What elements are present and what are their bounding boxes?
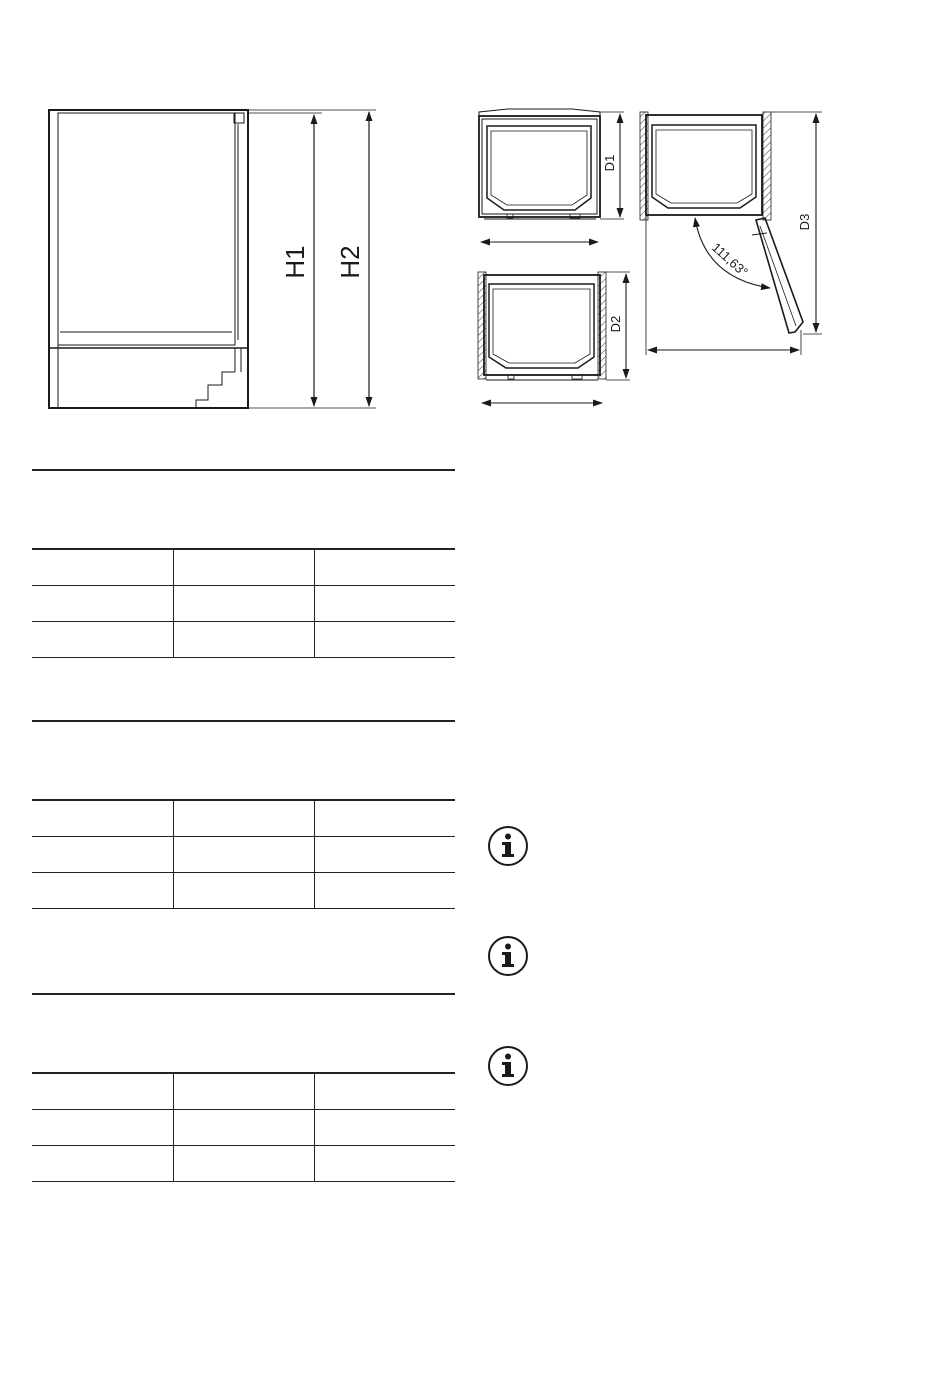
info-icon bbox=[487, 935, 529, 977]
table-cell bbox=[32, 1073, 173, 1109]
table-cell bbox=[32, 872, 173, 908]
table-cell bbox=[173, 549, 314, 585]
spec-table-2 bbox=[32, 799, 455, 909]
table-cell bbox=[173, 872, 314, 908]
table-cell bbox=[314, 1145, 455, 1181]
table-cell bbox=[314, 549, 455, 585]
table-cell bbox=[32, 1109, 173, 1145]
table-cell bbox=[173, 621, 314, 657]
table-cell bbox=[173, 1073, 314, 1109]
table-cell bbox=[314, 872, 455, 908]
table-row bbox=[32, 836, 455, 872]
table-cell bbox=[314, 1073, 455, 1109]
table-cell bbox=[32, 800, 173, 836]
spec-table-3 bbox=[32, 1072, 455, 1182]
section-divider-1 bbox=[32, 469, 455, 471]
table-row bbox=[32, 800, 455, 836]
table-cell bbox=[314, 800, 455, 836]
h1-label: H1 bbox=[280, 245, 310, 279]
table-row bbox=[32, 872, 455, 908]
table-cell bbox=[173, 1145, 314, 1181]
section-divider-2 bbox=[32, 720, 455, 722]
front-view bbox=[49, 110, 376, 408]
h2-label: H2 bbox=[335, 245, 365, 279]
table-cell bbox=[314, 836, 455, 872]
table-cell bbox=[32, 549, 173, 585]
table-row bbox=[32, 1109, 455, 1145]
table-cell bbox=[32, 836, 173, 872]
table-cell bbox=[173, 800, 314, 836]
table-row bbox=[32, 585, 455, 621]
table-cell bbox=[32, 585, 173, 621]
table-cell bbox=[314, 621, 455, 657]
table-row bbox=[32, 549, 455, 585]
top-view-d3 bbox=[640, 112, 822, 355]
table-row bbox=[32, 621, 455, 657]
d1-label: D1 bbox=[602, 154, 617, 172]
d2-label: D2 bbox=[608, 315, 623, 333]
table-cell bbox=[173, 836, 314, 872]
table-cell bbox=[32, 621, 173, 657]
table-cell bbox=[314, 585, 455, 621]
info-icon bbox=[487, 1045, 529, 1087]
table-cell bbox=[32, 1145, 173, 1181]
dimension-drawings bbox=[0, 0, 950, 440]
table-row bbox=[32, 1145, 455, 1181]
table-cell bbox=[173, 585, 314, 621]
table-row bbox=[32, 1073, 455, 1109]
table-cell bbox=[314, 1109, 455, 1145]
section-divider-3 bbox=[32, 993, 455, 995]
table-cell bbox=[173, 1109, 314, 1145]
info-icon bbox=[487, 825, 529, 867]
spec-table-1 bbox=[32, 548, 455, 658]
angle-label: 111,63° bbox=[709, 239, 752, 280]
d3-label: D3 bbox=[797, 213, 812, 231]
